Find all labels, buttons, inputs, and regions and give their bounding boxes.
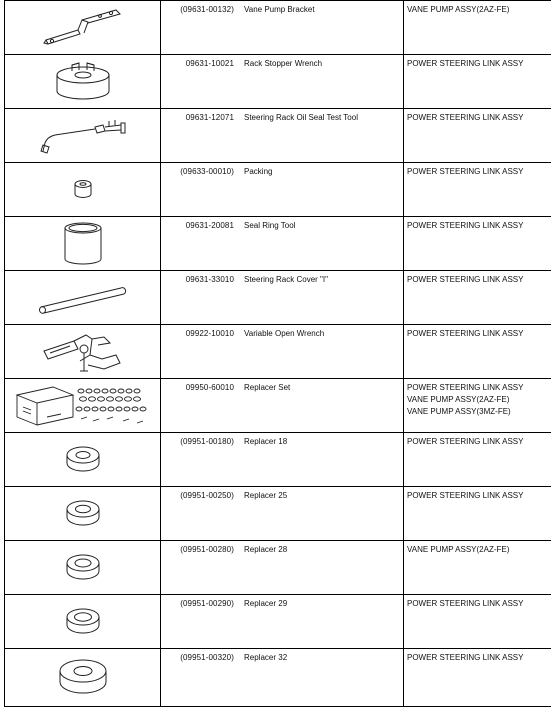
tool-description-cell (161, 55, 404, 109)
table-row (5, 325, 551, 379)
tool-description-cell (161, 217, 404, 271)
tool-name: Rack Stopper Wrench (244, 59, 323, 68)
rack-stopper-wrench-icon (48, 59, 118, 105)
tool-description-cell (161, 541, 404, 595)
tool-usage-cell (404, 217, 551, 271)
part-number: 09631-33010 (185, 275, 234, 284)
tool-usage-cell (404, 271, 551, 325)
bracket-icon (38, 6, 128, 50)
tool-name: Steering Rack Cover "I" (244, 275, 328, 284)
part-number: (09951-00320) (180, 653, 234, 662)
usage-text: POWER STEERING LINK ASSY (407, 653, 524, 662)
table-row (5, 55, 551, 109)
replacer-ring-icon (61, 551, 105, 585)
table-row (5, 1, 551, 55)
part-number: (09631-00132) (180, 5, 234, 14)
tool-usage-cell (404, 55, 551, 109)
tool-description-cell (161, 649, 404, 707)
tool-name: Replacer 18 (244, 437, 288, 446)
usage-text: POWER STEERING LINK ASSY (407, 221, 524, 230)
part-number: 09631-20081 (185, 221, 234, 230)
tool-usage-cell (404, 649, 551, 707)
usage-text: VANE PUMP ASSY(2AZ-FE) (407, 395, 510, 404)
tool-illustration-cell (5, 325, 161, 379)
usage-text: VANE PUMP ASSY(2AZ-FE) (407, 545, 510, 554)
tool-illustration-cell (5, 379, 161, 433)
tool-description-cell (161, 109, 404, 163)
replacer-ring-icon (61, 605, 105, 639)
tool-usage-cell (404, 379, 551, 433)
tool-name: Variable Open Wrench (244, 329, 325, 338)
usage-text: POWER STEERING LINK ASSY (407, 599, 524, 608)
tool-name: Replacer 25 (244, 491, 288, 500)
table-row (5, 271, 551, 325)
tool-description-cell (161, 271, 404, 325)
tool-name: Replacer 28 (244, 545, 288, 554)
tool-usage-cell (404, 109, 551, 163)
part-number: 09950-60010 (185, 383, 234, 392)
replacer-ring-icon (61, 497, 105, 531)
tool-illustration-cell (5, 163, 161, 217)
tool-usage-cell (404, 433, 551, 487)
variable-open-wrench-icon (40, 329, 126, 375)
tool-name: Replacer 32 (244, 653, 288, 662)
part-number: (09951-00280) (180, 545, 234, 554)
part-number: 09631-12071 (185, 113, 234, 122)
part-number: 09922-10010 (185, 329, 234, 338)
tool-illustration-cell (5, 1, 161, 55)
usage-text: POWER STEERING LINK ASSY (407, 437, 524, 446)
usage-text: POWER STEERING LINK ASSY (407, 491, 524, 500)
replacer-ring-icon (61, 443, 105, 477)
seal-ring-tool-icon (58, 219, 108, 269)
table-row (5, 487, 551, 541)
tool-usage-cell (404, 163, 551, 217)
tool-usage-cell (404, 1, 551, 55)
tool-description-cell (161, 379, 404, 433)
tool-illustration-cell (5, 55, 161, 109)
tool-description-cell (161, 163, 404, 217)
tool-illustration-cell (5, 541, 161, 595)
tool-name: Packing (244, 167, 273, 176)
table-row (5, 541, 551, 595)
tool-name: Replacer 29 (244, 599, 288, 608)
tool-illustration-cell (5, 109, 161, 163)
usage-text: POWER STEERING LINK ASSY (407, 59, 524, 68)
tool-description-cell (161, 487, 404, 541)
tool-usage-cell (404, 325, 551, 379)
part-number: (09951-00290) (180, 599, 234, 608)
usage-text: POWER STEERING LINK ASSY (407, 329, 524, 338)
replacer-set-case-icon (13, 381, 153, 431)
replacer-ring-large-icon (54, 656, 112, 700)
tool-description-cell (161, 1, 404, 55)
tool-usage-cell (404, 595, 551, 649)
tool-description-cell (161, 433, 404, 487)
table-row (5, 649, 551, 707)
usage-text: VANE PUMP ASSY(3MZ-FE) (407, 407, 511, 416)
tool-illustration-cell (5, 271, 161, 325)
table-row (5, 433, 551, 487)
usage-text: VANE PUMP ASSY(2AZ-FE) (407, 5, 510, 14)
part-number: (09633-00010) (180, 167, 234, 176)
table-row (5, 217, 551, 271)
table-row (5, 109, 551, 163)
tool-name: Replacer Set (244, 383, 291, 392)
table-row (5, 379, 551, 433)
usage-text: POWER STEERING LINK ASSY (407, 113, 524, 122)
table-row (5, 163, 551, 217)
tool-illustration-cell (5, 433, 161, 487)
special-service-tools-table (4, 0, 551, 707)
part-number: (09951-00180) (180, 437, 234, 446)
test-tool-hose-icon (35, 113, 131, 159)
usage-text: POWER STEERING LINK ASSY (407, 383, 524, 392)
packing-icon (68, 175, 98, 205)
tool-illustration-cell (5, 487, 161, 541)
tool-usage-cell (404, 541, 551, 595)
tool-description-cell (161, 595, 404, 649)
usage-text: POWER STEERING LINK ASSY (407, 275, 524, 284)
tool-illustration-cell (5, 649, 161, 707)
part-number: 09631-10021 (185, 59, 234, 68)
tool-name: Seal Ring Tool (244, 221, 296, 230)
rack-cover-tube-icon (33, 281, 133, 315)
tool-name: Vane Pump Bracket (244, 5, 315, 14)
tool-name: Steering Rack Oil Seal Test Tool (244, 113, 358, 122)
tool-usage-cell (404, 487, 551, 541)
tool-illustration-cell (5, 217, 161, 271)
table-row (5, 595, 551, 649)
usage-text: POWER STEERING LINK ASSY (407, 167, 524, 176)
tool-illustration-cell (5, 595, 161, 649)
part-number: (09951-00250) (180, 491, 234, 500)
tool-description-cell (161, 325, 404, 379)
